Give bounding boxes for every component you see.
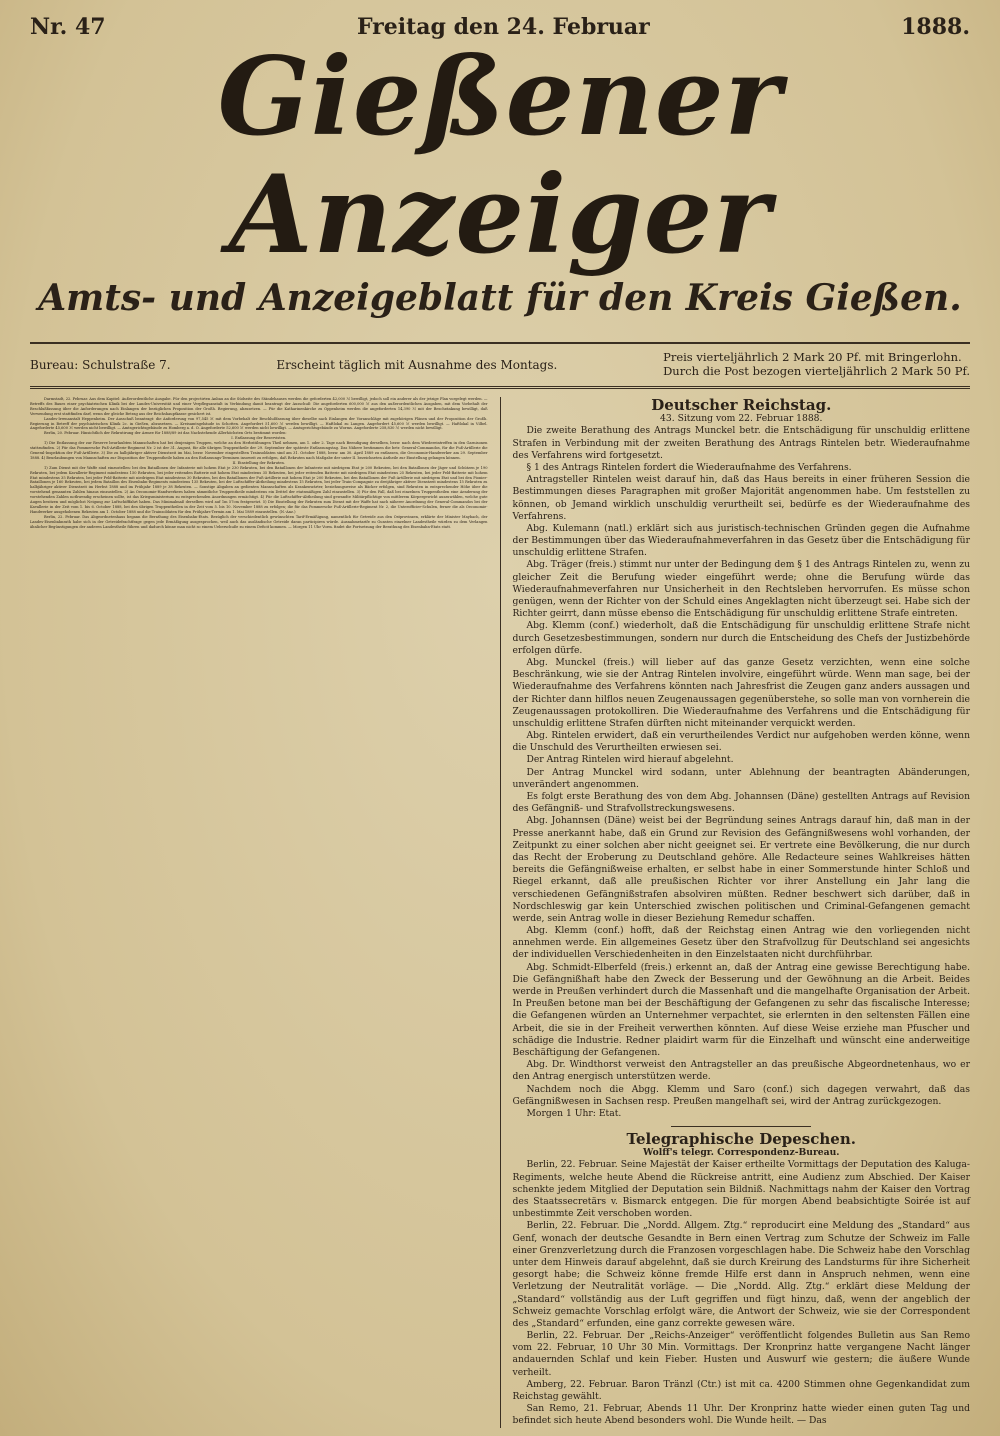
newspaper-title: Gießener Anzeiger <box>217 34 783 278</box>
reichstag-paragraph: Die zweite Berathung des Antrags Munckel betr. die Entschädigung für unschuldig erlittene Strafen in Verbindung mit der zweiten Berathung des Antrags Rintelen betr. Wiederaufnahme des Verfahrens wird fortgesetzt. <box>512 425 970 461</box>
reichstag-paragraph: Antragsteller Rintelen weist darauf hin, daß das Haus bereits in einer früheren Session die Bestimmungen dieses Paragraphen mit großer Majorität angenommen habe. Um feststellen zu können, ob Jemand wirklich unschuldig verurtheilt sei, bedürfe es der Wiederaufnahme des Verfahrens. <box>512 474 970 522</box>
section-heading-recruits: II. Einstellung der Rekruten. <box>232 460 285 465</box>
reichstag-paragraph: Der Antrag Rintelen wird hierauf abgelehnt. <box>526 754 734 766</box>
right-column <box>501 397 971 1428</box>
reichstag-paragraph: Der Antrag Munckel wird sodann, unter Ablehnung der beantragten Abänderungen, unverändert angenommen. <box>512 766 970 790</box>
article-berlin-recruitment: Berlin, 20. Februar. Hinsichtlich der Rekrutirung der Armee für 1888/89 ist das Nachstehende Allerhöchsten Orts bestimmt worden: <box>44 431 287 436</box>
telegram-item: Amberg, 22. Februar. Baron Tränzl (Ctr.) ist mit ca. 4200 Stimmen ohne Gegenkandidat zum Reichstag gewählt. <box>512 1378 970 1402</box>
reichstag-session: 43. Sitzung vom 22. Februar 1888. <box>660 413 823 425</box>
article-columns <box>30 397 970 1428</box>
section-heading-reservists: I. Entlassung der Reservisten. <box>231 436 287 441</box>
article-reservists: 1) Die Entlassung der zur Reserve beurlaubten Mannschaften hat bei denjenigen Truppen, welche an den Herbstübungen Theil nehmen, am 1. oder 2. Tage nach Beendigung derselben, bezw. nach dem Wiedereintreffen in den Garnisonen stattzufinden. 2) Für das Pommersche Fuß-Artillerie-Regiment Nr. 2 ist der 31. August, für alle übrigen Truppentheile der 29. September der späteste Entlassungstag. Das Nähere bestimmen die betr. General-Commandos, für die Fuß-Artillerie die General-Inspektion der Fuß-Artillerie. 3) Die zu halbjähriger aktiver Dienstzeit im Mai, bezw. November eingestellten Trainsoldaten sind am 31. October 1888, bezw. am 30. April 1889 zu entlassen, die Oeconomie-Handwerker am 29. September 1888. 4) Beurlaubungen von Mannschaften zur Disposition der Truppentheile haben an den Entlassungs-Terminen insoweit zu erfolgen, daß Rekruten nach Maßgabe der unter II. bezeichneten Antheile zur Einstellung gelangen können. <box>30 441 488 460</box>
reichstag-paragraph: Abg. Rintelen erwidert, daß ein verurtheilendes Verdict nur aufgehoben werden könne, wenn die Unschuld des Verurtheilten erwiesen sei. <box>512 730 970 754</box>
newspaper-subtitle: Amts- und Anzeigeblatt für den Kreis Gießen. <box>38 277 962 319</box>
price-line-1: Preis vierteljährlich 2 Mark 20 Pf. mit Bringerlohn. <box>663 350 962 364</box>
price-line-2: Durch die Post bezogen vierteljährlich 2 Mark 50 Pf. <box>663 364 970 378</box>
issue-year: 1888. <box>901 14 970 40</box>
reichstag-paragraph: Morgen 1 Uhr: Etat. <box>526 1107 622 1119</box>
telegrams-heading: Telegraphische Depeschen. <box>626 1130 856 1149</box>
issue-date: Freitag den 24. Februar <box>356 14 650 40</box>
reichstag-paragraph: Abg. Kulemann (natl.) erklärt sich aus juristisch-technischen Gründen gegen die Aufnahme der Bestimmungen über das Wiederaufnahmeverfahren in das Gesetz über die Entschädigung für unschuldig erlittene Strafen. <box>512 522 970 559</box>
reichstag-paragraph: Es folgt erste Berathung des von dem Abg. Johannsen (Däne) gestellten Antrags auf Revision des Gefängniß- und Strafvollstreckungswesens. <box>512 791 970 815</box>
reichstag-heading: Deutscher Reichstag. <box>651 396 832 414</box>
telegram-item: Berlin, 22. Februar. Der „Reichs-Anzeiger“ veröffentlicht folgendes Bulletin aus San Remo vom 22. Februar, 10 Uhr 30 Min. Vormittags. Der Kronprinz hatte vergangene Nacht länger andauernden Schlaf und kein Fieber. Husten und Auswurf wie gestern; die äußere Wunde verheilt. <box>512 1330 970 1378</box>
info-bar <box>30 342 970 389</box>
article-heppenheim: Landes-Irrenanstalt Heppenheim. Der Ausschuß beantragt: die Anforderung von 97,545 ℳ mit dem Vorbehalt der Beschlußfassung über dieselbe nach Einlangen der Voranschläge mit zugehörigen Plänen und der Proposition der Großh. Regierung in Betreff der psychiatrischen Klinik 2c. in Gießen, abzusetzen. — Kreisamtsgebäude in Schotten. Angefordert 51,600 ℳ werden bewilligt. — Haftlokal zu Langen. Angefordert 45,600 ℳ werden bewilligt. — Haftlokal in Vilbel. Angeforderte 45,600 ℳ werden nicht bewilligt. — Amtsgerichtsgebäude zu Homberg a. d. O. Angeforderte 52,600 ℳ werden nicht bewilligt. — Amtsgerichtsgebäude zu Worms. Angeforderte 258,830 ℳ werden nicht bewilligt. <box>30 416 488 431</box>
reichstag-paragraph: Abg. Träger (freis.) stimmt nur unter der Bedingung dem § 1 des Antrags Rintelen zu, wenn zu gleicher Zeit die Berufung wieder eingeführt werde; ohne die Berufung würde das Wiederaufnahmeverfahren nur Unsicherheit in den Rechtsleben hervorrufen. Es müsse schon genügen, wenn der Richter von der Schuld eines Angeklagten nicht überzeugt sei. Habe sich der Richter geirrt, dann müsse ebenso die Entschädigung für unschuldig erlittene Strafe eintreten. <box>512 559 970 620</box>
publication-schedule: Erscheint täglich mit Ausnahme des Montags. <box>276 358 558 372</box>
subscription-price <box>663 350 970 378</box>
telegram-item: Berlin, 22. Februar. Seine Majestät der Kaiser ertheilte Vormittags der Deputation des Kaluga-Regiments, welche heute Abend die Rückreise antritt, eine Audienz zum Abschied. Der Kaiser schenkte jedem Mitglied der Deputation sein Bildniß. Nachmittags nahm der Kaiser den Vortrag des Staatssecretärs v. Bismarck entgegen. Die für morgen Abend beabsichtigte Soirée ist auf unbestimmte Zeit verschoben worden. <box>512 1159 970 1220</box>
reichstag-paragraph: Abg. Klemm (conf.) hofft, daß der Reichstag einen Antrag wie den vorliegenden nicht annehmen werde. Ein allgemeines Gesetz über den Strafvollzug für Deutschland sei angesichts der individuellen Verschiedenheiten in den Einzelstaaten nicht durchführbar. <box>512 925 970 961</box>
bureau-address: Bureau: Schulstraße 7. <box>30 358 171 372</box>
reichstag-paragraph: Abg. Munckel (freis.) will lieber auf das ganze Gesetz verzichten, wenn eine solche Beschränkung, wie sie der Antrag Rintelen involvire, eingeführt würde. Wenn man sage, bei der Wiederaufnahme des Verfahrens könnten nach Jahresfrist die Zeugen ganz anders aussagen und der Richter dann hilflos neuen Zeugenaussagen gegenüberstehe, so solle man von vornherein die Zeugenaussagen protokolliren. Die Wiederaufnahme des Verfahrens und die Entschädigung für unschuldig erlittene Strafen dürften nicht miteinander verquickt werden. <box>512 656 970 729</box>
reichstag-paragraph: § 1 des Antrags Rintelen fordert die Wiederaufnahme des Verfahrens. <box>526 461 852 473</box>
left-column <box>30 397 501 1428</box>
section-divider <box>671 1126 811 1127</box>
article-berlin-railway: Berlin, 22. Februar. Das Abgeordnetenhaus begann die Berathung des Eisenbahn-Etats. Bezüglich der verschiedentlich gewünschten Tarif-Ermäßigung, namentlich für Getreide aus den Ostprovinzen, erklärte der Minister Maybach, der Landes-Eisenbahnrath habe sich in der Getreidefrachtfrage gegen jede Ermäßigung ausgesprochen, weil auch das ausländische Getreide daran participiren würde. Ausnahmetarife zu Gunsten einzelner Landestheile würden zu dem Verlangen ähnlicher Begünstigungen der anderen Landestheile führen und dadurch könne man nicht so einem Ueberschuße zu einem Deficit kommen. — Morgen 11 Uhr Vorm. findet die Fortsetzung der Berathung des Eisenbahn-Etats statt. <box>30 514 488 529</box>
telegram-item: San Remo, 21. Februar, Abends 11 Uhr. Der Kronprinz hatte wieder einen guten Tag und befindet sich heute Abend besonders wohl. Die Wunde heilt. — Das <box>512 1403 970 1427</box>
telegraph-agency: Wolff's telegr. Correspondenz-Bureau. <box>643 1147 840 1159</box>
issue-number: Nr. 47 <box>30 14 106 40</box>
article-recruits: 1) Zum Dienst mit der Waffe sind einzustellen: bei den Bataillonen der Infanterie mit hohem Etat je 230 Rekruten, bei den Bataillonen der Infanterie mit niedrigem Etat je 200 Rekruten, bei den Bataillonen der Jäger und Schützen je 190 Rekruten, bei jedem Kavallerie-Regiment mindestens 150 Rekruten, bei jeder reitenden Batterie mit hohem Etat mindestens 35 Rekruten, bei jeder reitenden Batterie mit niedrigem Etat mindestens 25 Rekruten, bei jeder Feld-Batterie mit hohem Etat mindestens 35 Rekruten, bei jeder Feld-Batterie mit niedrigem Etat mindestens 30 Rekruten, bei den Bataillonen der Fuß-Artillerie mit hohem Etat je 200 Rekruten, bei den Bataillonen der Fuß-Artillerie mit niedrigem Etat und bei den Pionier-Bataillonen je 160 Rekruten, bei jedem Bataillon des Eisenbahn-Regiments mindestens 135 Rekruten, bei der Luftschiffer-Abtheilung mindestens 15 Rekruten, bei jeder Train-Compagnie zu dreijähriger aktiver Dienstzeit mindestens 15 Rekruten zu halbjähriger aktiver Dienstzeit im Herbst 1888 und im Frühjahr 1889 je 38 Rekruten. — Sonstige Abgaben an gedienten Mannschaften als Krankenwärter, beziehungsweise als Bäcker erfolgen, sind Rekruten in entsprechender Höhe über die vorstehend genannten Zahlen hinaus einzustellen. 2) An Oeconomie-Handwerkern haben sämmtliche Truppentheile mindestens ein Drittel der etatsmäßigen Zahl einzustellen. 3) Für den Fall, daß bei einzelnen Truppentheilen eine Aenderung der vorstehenden Zahlen nothwendig erscheinen sollte, ist das Kriegsministerium zu entsprechenden Anordnungen ermächtigt. 4) Für die Luftschiffer-Abtheilung sind gewandte Militärpflichtige von mittlerem Körpergewicht auszuwählen, welche gute Augen besitzen und möglichst Neigung zur Luftschifffahrt haben. Das Minimalmaß derselben wird auf 1m 57cm festgesetzt. 5) Die Einstellung der Rekruten zum Dienst mit der Waffe hat nach näherer Anordnung der General-Commandos bei der Kavallerie in der Zeit vom 1. bis 6. October 1888, bei den übrigen Truppentheilen in der Zeit vom 5. bis 10. November 1888 zu erfolgen; die für das Pommersche Fuß-Artillerie-Regiment Nr. 2, die Unterofficier-Schulen, ferner die als Oeconomie-Handwerker ausgehobenen Rekruten am 1. October 1888 und die Trainsoldaten für den Frühjahrs-Termin am 1. Mai 1889 einzustellen. (N.-Anz.) <box>30 465 488 514</box>
reichstag-paragraph: Abg. Johannsen (Däne) weist bei der Begründung seines Antrags darauf hin, daß man in der Presse anerkannt habe, daß ein Grund zur Revision des Gefängnißwesens wohl vorhanden, der Zeitpunkt zu einer solchen aber nicht geeignet sei. Er vertrete eine Bevölkerung, die nur durch das Recht der Eroberung zu Deutschland gehöre. Alle Redacteure seines Wahlkreises hätten bereits die Gefängnißweise erhalten, er selbst habe in einer Sommerstunde hinter Schloß und Riegel erkannt, daß alle preußischen Richter vor ihrer Anstellung ein Jahr lang die verschiedenen Gefängnißstrafen absolviren müßten. Redner beschwert sich darüber, daß in Nordschleswig gar kein Unterschied zwischen politischen und Criminal-Gefangenen gemacht werde, sein Antrag wolle in dieser Beziehung Remedur schaffen. <box>512 815 970 924</box>
reichstag-paragraph: Abg. Klemm (conf.) wiederholt, daß die Entschädigung für unschuldig erlittene Strafe nicht durch Gesetzesbestimmungen, sondern nur durch die Entscheidung des Chefs der Justizbehörde erfolgen dürfe. <box>512 620 970 656</box>
telegram-item: Berlin, 22. Februar. Die „Nordd. Allgem. Ztg.“ reproducirt eine Meldung des „Standard“ aus Genf, wonach der deutsche Gesandte in Bern einen Vertrag zum Schutze der Schweiz im Falle einer Grenzverletzung durch die Franzosen vorgeschlagen habe. Die Schweiz habe den Vorschlag unter dem Hinweis darauf abgelehnt, daß sie durch Kreirung des Landsturms für ihre Sicherheit gesorgt habe; die Schweiz könne fremde Hilfe erst dann in Anspruch nehmen, wenn eine Verletzung der Neutralität vorläge. — Die „Nordd. Allg. Ztg.“ erklärt diese Meldung der „Standard“ vollständig aus der Luft gegriffen und fügt hinzu, daß, wenn der angeblich der Schweiz gemachte Vorschlag erfolgt wäre, die Antwort der Schweiz, wie sie der Correspondent des „Standard“ erfunden, eine ganz correkte gewesen wäre. <box>512 1220 970 1329</box>
reichstag-paragraph: Abg. Dr. Windthorst verweist den Antragsteller an das preußische Abgeordnetenhaus, wo er den Antrag energisch unterstützen werde. <box>512 1059 970 1083</box>
reichstag-paragraph: Abg. Schmidt-Elberfeld (freis.) erkennt an, daß der Antrag eine gewisse Berechtigung habe. Die Gefängnißhaft habe den Zweck der Besserung und der Gewöhnung an die Arbeit. Beides werde in Preußen verhindert durch die Massenhaft und die mangelhafte Organisation der Arbeit. In Preußen betone man bei der Beschäftigung der Gefangenen zu sehr das fiscalische Interesse; die Gefangenen würden an Unternehmer verpachtet, sie erlernten in den seltensten Fällen eine Arbeit, die sie in der Freiheit verwerthen könnten. Auf diese Weise erziehe man Pfuscher und schädige die Industrie. Redner plaidirt warm für die Einzelhaft und wünscht eine anderweitige Beschäftigung der Gefangenen. <box>512 961 970 1058</box>
article-darmstadt: Darmstadt, 22. Februar. Aus dem Kapitel: Außerordentliche Ausgabe. Für den projectirten Anbau an die Südseite des Ständehauses werden die geforderten 42,000 ℳ bewilligt, jedoch soll ein anderer als der jetzige Plan vorgelegt werden. — Betreffs des Baues einer psychiatrischen Klinik bei der Landes-Universität und einer Verpflegsanstalt in Verbindung damit beantragt der Ausschuß: Die angeforderten 600,000 ℳ aus den außerordentlichen Ausgaben, mit dem Vorbehalt der Beschlußfassung über die Anforderungen nach Einlangen der bezüglichen Proposition der Großh. Regierung, abzusetzen. — Für die Katharinenkirche zu Oppenheim werden die angeforderten 14,390 ℳ mit der Beschränkung bewilligt, daß Verwendung erst stattfinden darf, wenn der gleiche Betrag aus der Reichshauptkasse gesichert ist. <box>30 397 488 416</box>
reichstag-paragraph: Nachdem noch die Abgg. Klemm und Saro (conf.) sich dagegen verwahrt, daß das Gefängnißwesen in Sachsen resp. Preußen mangelhaft sei, wird der Antrag zurückgezogen. <box>512 1083 970 1107</box>
